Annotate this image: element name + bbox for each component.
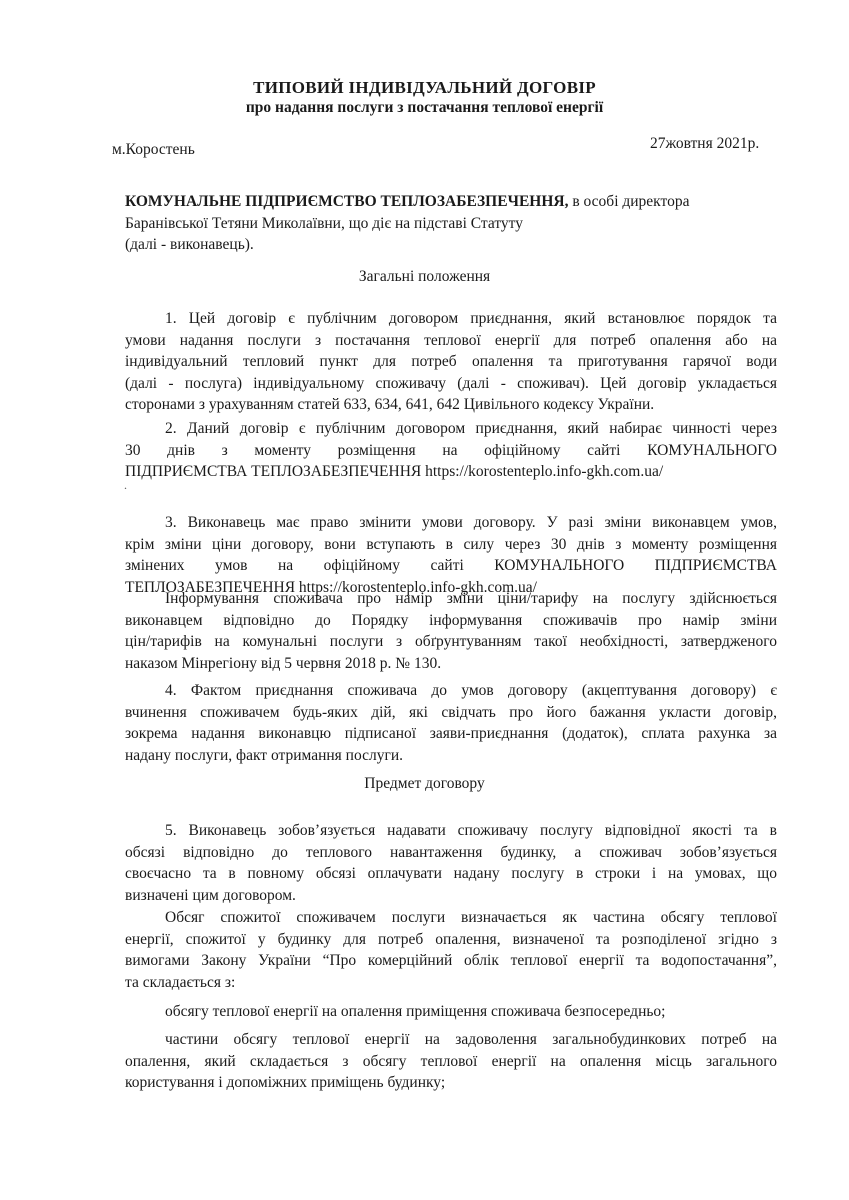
paragraph-line: 1. Цей договір є публічним договором приєднання, який встановлює порядок та bbox=[165, 310, 777, 327]
paragraph-line: користування і допоміжних приміщень будинку; bbox=[125, 1074, 446, 1091]
paragraph-line: 3. Виконавець має право змінити умови договору. У разі зміни виконавцем умов, bbox=[165, 514, 777, 531]
paragraph-line: 30 днів з моменту розміщення на офіційному сайті КОМУНАЛЬНОГО bbox=[125, 441, 777, 459]
party-line-3: (далі - виконавець). bbox=[125, 236, 254, 253]
paragraph-line: 5. Виконавець зобов’язується надавати споживачу послугу відповідної якості та в bbox=[165, 822, 777, 839]
paragraph-line: вимогами Закону України “Про комерційний облік теплової енергії та водопостачання”, bbox=[125, 952, 777, 969]
city-label: м.Коростень bbox=[112, 141, 195, 158]
party-block bbox=[125, 191, 777, 256]
paragraph-8 bbox=[125, 1001, 777, 1023]
paragraph-line: та складається з: bbox=[125, 973, 236, 991]
paragraph-line: 4. Фактом приєднання споживача до умов договору (акцептування договору) є bbox=[165, 682, 777, 699]
paragraph-line: обсягу теплової енергії на опалення приміщення споживача безпосередньо; bbox=[165, 1003, 666, 1020]
section-heading-subject: Предмет договору bbox=[364, 775, 485, 792]
paragraph-line: вчинення споживачем будь-яких дій, які свідчать про його бажання укласти договір, bbox=[125, 703, 777, 721]
paragraph-line: змінених умов на офіційному сайті КОМУНАЛЬНОГО ПІДПРИЄМСТВА bbox=[125, 557, 777, 574]
paragraph-5 bbox=[125, 680, 777, 766]
paragraph-line: обсязі відповідно до теплового навантаження будинку, а споживач зобов’язується bbox=[125, 843, 777, 861]
paragraph-2 bbox=[125, 418, 777, 483]
section-heading-general: Загальні положення bbox=[358, 268, 491, 285]
party-line-2: Баранівської Тетяни Миколаївни, що діє на підставі Статуту bbox=[125, 214, 523, 232]
paragraph-line: Обсяг спожитої споживачем послуги визначається як частина обсягу теплової bbox=[165, 909, 777, 926]
party-line-1 bbox=[125, 191, 777, 213]
paragraph-6 bbox=[125, 820, 777, 906]
paragraph-line: Інформування споживача про намір зміни ціни/тарифу на послугу здійснюється bbox=[165, 590, 777, 607]
paragraph-line: енергії, спожитої у будинку для потреб опалення, визначеної та розподіленої згідно з bbox=[125, 930, 777, 948]
paragraph-line: надану послуги, факт отримання послуги. bbox=[125, 746, 404, 764]
document-title: ТИПОВИЙ ІНДИВІДУАЛЬНИЙ ДОГОВІР bbox=[253, 78, 596, 97]
contract-date: 27жовтня 2021р. bbox=[650, 135, 760, 152]
paragraph-line: наказом Мінрегіону від 5 червня 2018 р. № 130. bbox=[125, 654, 442, 672]
paragraph-line: цін/тарифів на комунальні послуги з обґрунтуванням такої необхідності, затвердженого bbox=[125, 633, 777, 650]
document-subtitle: про надання послуги з постачання теплової енергії bbox=[245, 99, 604, 116]
paragraph-7 bbox=[125, 907, 777, 993]
paragraph-line: виконавцем відповідно до Порядку інформування споживачів про намір зміни bbox=[125, 611, 777, 629]
paragraph-line: зокрема надання виконавцю підписаної заяви-приєднання (додаток), сплата рахунка за bbox=[125, 725, 777, 742]
paragraph-line: індивідуальний тепловий пункт для потреб опалення та приготування гарячої води bbox=[125, 353, 777, 370]
paragraph-line: умови надання послуги з постачання теплової енергії для потреб опалення або на bbox=[125, 331, 777, 349]
paragraph-line: сторонами з урахуванням статей 633, 634, 641, 642 Цивільного кодексу України. bbox=[125, 396, 655, 413]
party-line-1-rest: в особі директора bbox=[568, 193, 690, 210]
stray-mark: . bbox=[124, 478, 127, 492]
paragraph-3 bbox=[125, 512, 777, 598]
paragraph-line: частини обсягу теплової енергії на задоволення загальнобудинкових потреб на bbox=[165, 1031, 777, 1048]
paragraph-1 bbox=[125, 308, 777, 416]
party-name: КОМУНАЛЬНЕ ПІДПРИЄМСТВО ТЕПЛОЗАБЕЗПЕЧЕННЯ, bbox=[125, 193, 569, 210]
paragraph-9 bbox=[125, 1029, 777, 1094]
paragraph-line: своєчасно та в повному обсязі оплачувати надану послугу в строки і на умовах, що bbox=[125, 865, 777, 882]
paragraph-line: опалення, який складається з обсягу теплової енергії на опалення місць загального bbox=[125, 1052, 777, 1070]
paragraph-4 bbox=[125, 588, 777, 674]
paragraph-line: визначені цим договором. bbox=[125, 886, 296, 904]
paragraph-line: 2. Даний договір є публічним договором приєднання, який набирає чинності через bbox=[165, 420, 777, 437]
paragraph-line: ТЕПЛОЗАБЕЗПЕЧЕННЯ https://korostenteplo.info-gkh.com.ua/ bbox=[125, 578, 537, 596]
paragraph-line: крім зміни ціни договору, вони вступають в силу через 30 днів з моменту розміщення bbox=[125, 535, 777, 553]
paragraph-line: ПІДПРИЄМСТВА ТЕПЛОЗАБЕЗПЕЧЕННЯ https://korostenteplo.info-gkh.com.ua/ bbox=[125, 463, 664, 480]
paragraph-line: (далі - послуга) індивідуальному споживачу (далі - споживач). Цей договір укладається bbox=[125, 374, 777, 392]
